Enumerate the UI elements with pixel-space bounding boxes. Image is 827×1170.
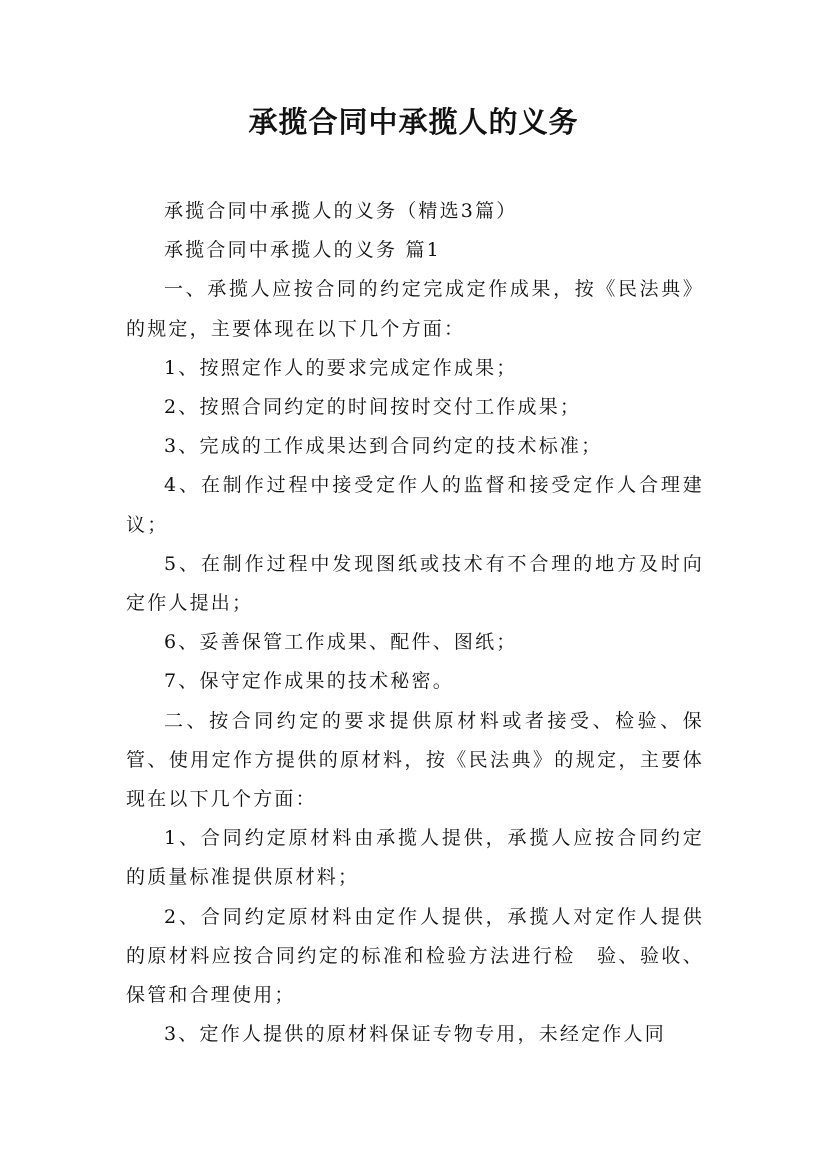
paragraph: 二、按合同约定的要求提供原材料或者接受、检验、保管、使用定作方提供的原材料，按《民法典》的规定，主要体现在以下几个方面： [126, 709, 704, 811]
paragraph: 3、定作人提供的原材料保证专物专用，未经定作人同 [164, 1023, 666, 1046]
paragraph: 3、完成的工作成果达到合同约定的技术标准； [164, 435, 603, 458]
paragraph: 1、按照定作人的要求完成定作成果； [164, 356, 518, 379]
paragraph: 7、保守定作成果的技术秘密。 [164, 670, 454, 693]
paragraph: 承揽合同中承揽人的义务 篇1 [164, 239, 441, 262]
paragraph: 2、合同约定原材料由定作人提供，承揽人对定作人提供的原材料应按合同约定的标准和检验方法进行检 验、验收、保管和合理使用； [126, 905, 704, 1007]
paragraph: 一、承揽人应按合同的约定完成定作成果，按《民法典》的规定，主要体现在以下几个方面： [126, 278, 704, 340]
paragraph: 4、在制作过程中接受定作人的监督和接受定作人合理建议； [126, 474, 704, 536]
paragraph: 承揽合同中承揽人的义务（精选3篇） [164, 200, 518, 222]
document-body [126, 192, 704, 1054]
paragraph: 6、妥善保管工作成果、配件、图纸； [164, 631, 518, 654]
paragraph: 1、合同约定原材料由承揽人提供，承揽人应按合同约定的质量标准提供原材料； [126, 827, 704, 889]
paragraph: 5、在制作过程中发现图纸或技术有不合理的地方及时向定作人提出； [126, 552, 704, 615]
document-title: 承揽合同中承揽人的义务 [248, 105, 579, 139]
paragraph: 2、按照合同约定的时间按时交付工作成果； [164, 396, 582, 419]
